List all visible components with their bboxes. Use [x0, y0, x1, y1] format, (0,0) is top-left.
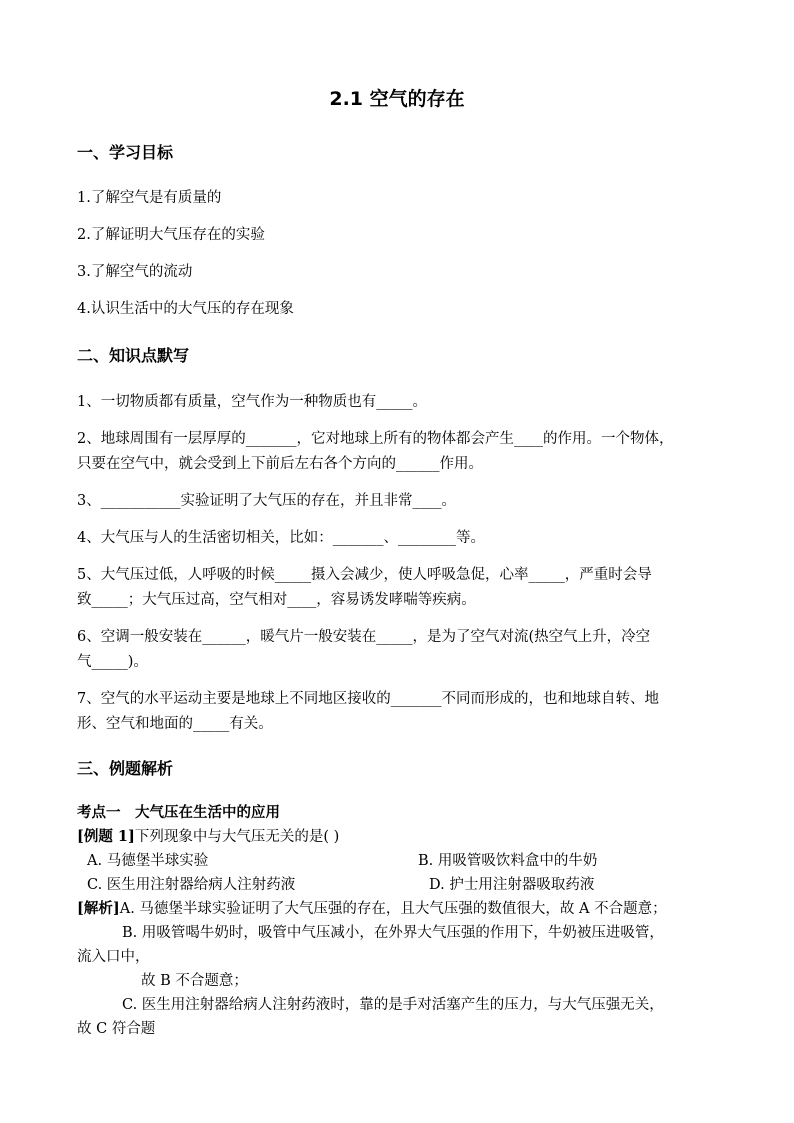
- analysis-a: [77, 899, 667, 919]
- knowledge-question-3: 3、___________实验证明了大气压的存在，并且非常____。: [77, 493, 456, 509]
- knowledge-question-2-cont: 只要在空气中，就会受到上下前后左右各个方向的______作用。: [77, 456, 483, 472]
- knowledge-question-4: 4、大气压与人的生活密切相关，比如：_______、________等。: [77, 530, 485, 546]
- analysis-c-cont: 故 C 符合题: [77, 1021, 156, 1037]
- analysis-b: B. 用吸管喝牛奶时，吸管中气压减小，在外界大气压强的作用下，牛奶被压进吸管，: [122, 925, 664, 941]
- analysis-b-cont: 流入口中，: [77, 949, 150, 965]
- analysis-b-conclusion: 故 B 不合题意；: [141, 973, 248, 989]
- knowledge-question-6: 6、空调一般安装在______，暖气片一般安装在_____，是为了空气对流(热空气上升，冷空: [77, 629, 651, 645]
- analysis-label: [解析]: [77, 900, 120, 917]
- option-b: B. 用吸管吸饮料盒中的牛奶: [418, 853, 598, 869]
- option-c: C. 医生用注射器给病人注射药液: [87, 877, 296, 893]
- page-title: 2.1 空气的存在: [329, 88, 465, 110]
- goal-item: 2.了解证明大气压存在的实验: [77, 227, 265, 243]
- knowledge-question-7-cont: 形、空气和地面的_____有关。: [77, 716, 273, 732]
- option-d: D. 护士用注射器吸取药液: [429, 877, 595, 893]
- analysis-a-text: A. 马德堡半球实验证明了大气压强的存在，且大气压强的数值很大，故 A 不合题意；: [119, 901, 667, 917]
- section-heading-examples: 三、例题解析: [77, 759, 174, 778]
- knowledge-question-7: 7、空气的水平运动主要是地球上不同地区接收的_______不同而形成的，也和地球自转、地: [77, 691, 659, 707]
- example-label: [例题 1]: [77, 828, 135, 845]
- option-a: A. 马德堡半球实验: [87, 853, 209, 869]
- section-heading-goals: 一、学习目标: [77, 143, 174, 162]
- knowledge-question-5-cont: 致_____；大气压过高，空气相对____，容易诱发哮喘等疾病。: [77, 592, 476, 608]
- knowledge-question-5: 5、大气压过低，人呼吸的时候_____摄入会减少，使人呼吸急促，心率_____，严重时会导: [77, 567, 652, 583]
- goal-item: 4.认识生活中的大气压的存在现象: [77, 301, 294, 317]
- knowledge-question-1: 1、一切物质都有质量，空气作为一种物质也有_____。: [77, 394, 427, 410]
- example-question-text: 下列现象中与大气压无关的是( ): [134, 829, 340, 845]
- goal-item: 3.了解空气的流动: [77, 264, 193, 280]
- knowledge-question-6-cont: 气_____)。: [77, 654, 148, 670]
- goal-item: 1.了解空气是有质量的: [77, 190, 222, 206]
- section-heading-knowledge: 二、知识点默写: [77, 346, 190, 365]
- example-question: [77, 827, 339, 847]
- knowledge-question-2: 2、地球周围有一层厚厚的_______，它对地球上所有的物体都会产生____的作用。一个物体，: [77, 431, 674, 447]
- exam-point-heading: 考点一 大气压在生活中的应用: [77, 804, 280, 821]
- analysis-c: C. 医生用注射器给病人注射药液时，靠的是手对活塞产生的压力，与大气压强无关，: [122, 997, 664, 1013]
